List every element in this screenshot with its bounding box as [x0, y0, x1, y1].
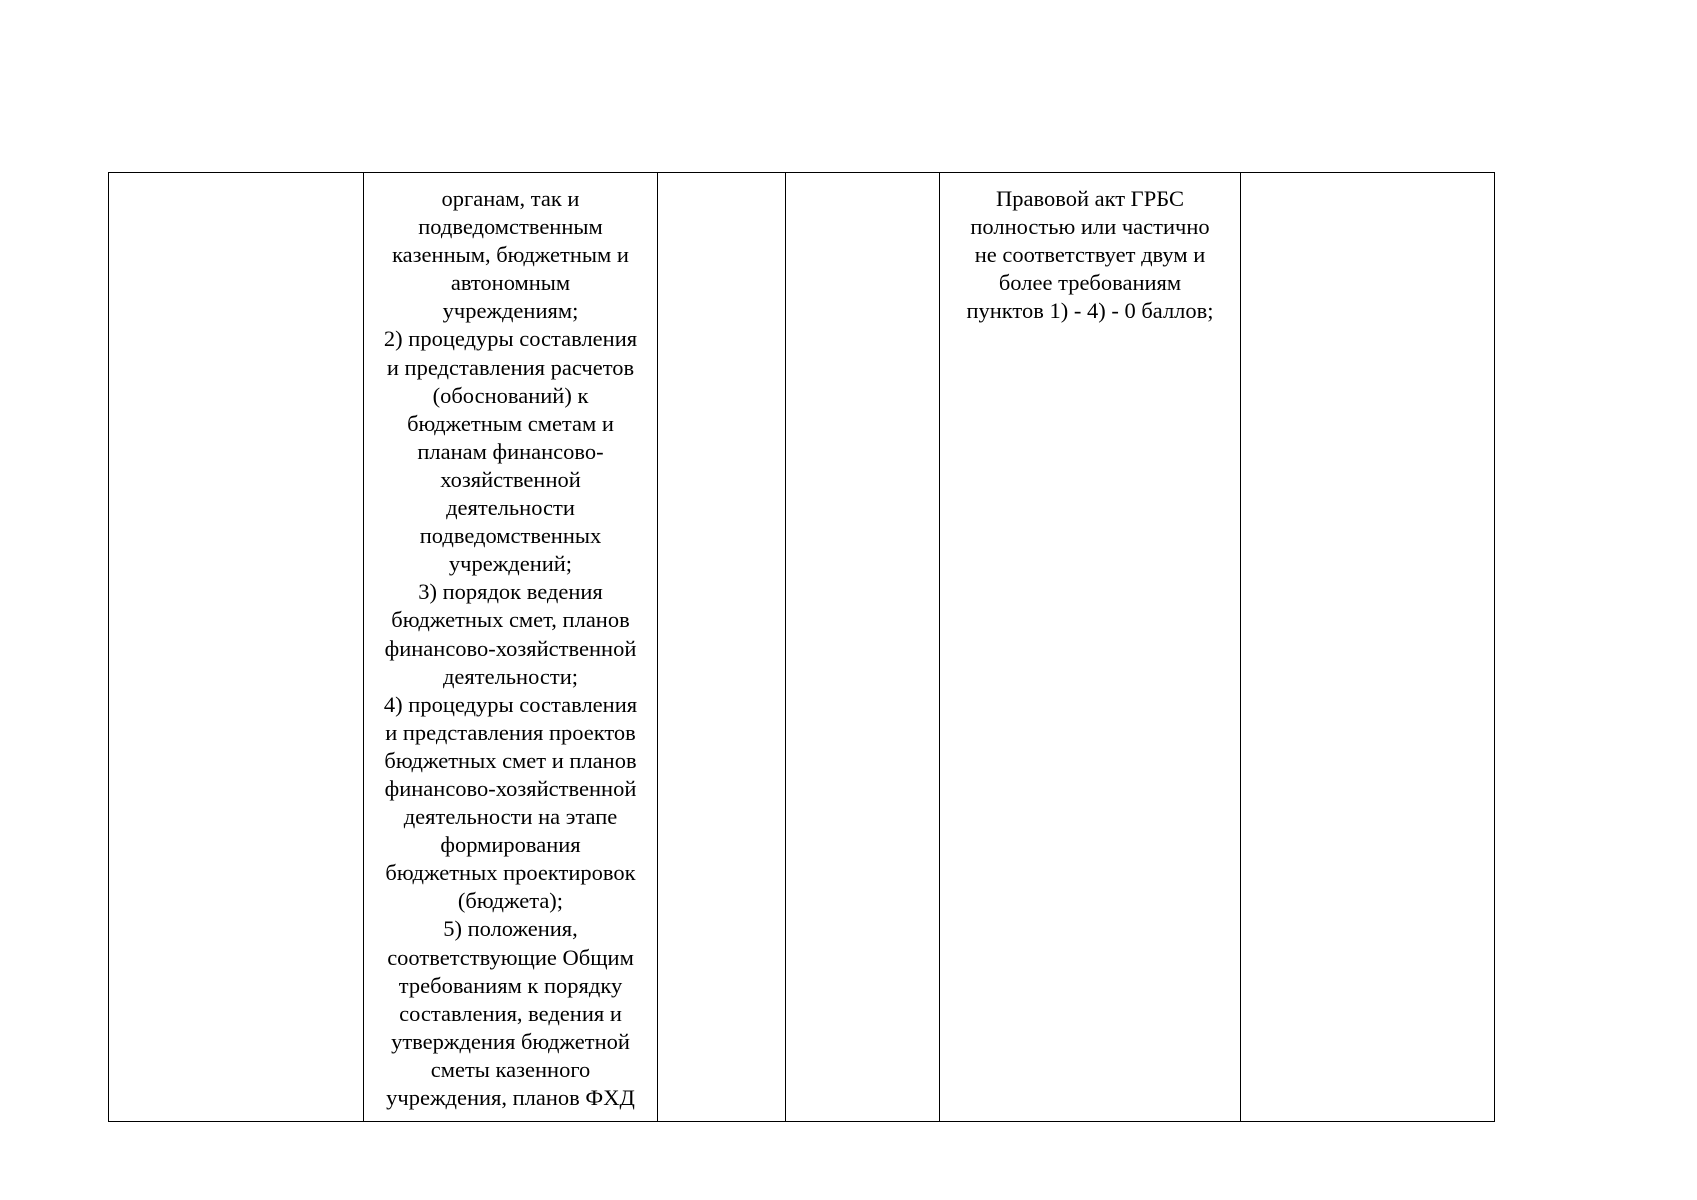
- table-cell-col3: [658, 173, 786, 1122]
- table-cell-requirements: [364, 173, 658, 1122]
- table-cell-scoring: [940, 173, 1241, 1122]
- table-cell-col6: [1241, 173, 1495, 1122]
- cell-text-col4: [786, 173, 939, 185]
- table-row: [109, 173, 1495, 1122]
- table-cell-col1: [109, 173, 364, 1122]
- requirements-text: органам, так и подведомственным казенным, бюджетным и автономным учреждениям; 2) процедуры составления и представления расчетов (обоснований) к бюджетным сметам и планам финансово- хозяйственной деятельности подведомственных учреждений; 3) порядок ведения бюджетных смет, планов финансово-хозяйственной деятельности; 4) процедуры составления и представления проектов бюджетных смет и планов финансово-хозяйственной деятельности на этапе формирования бюджетных проектировок (бюджета); 5) положения, соответствующие Общим требованиям к порядку составления, ведения и утверждения бюджетной сметы казенного учреждения, планов ФХД: [383, 186, 638, 1110]
- table-cell-col4: [786, 173, 940, 1122]
- cell-text-col6: [1241, 173, 1494, 185]
- cell-text-col3: [658, 173, 785, 185]
- cell-text-col1: [109, 173, 363, 185]
- scoring-text: Правовой акт ГРБС полностью или частично не соответствует двум и более требованиям пунктов 1) - 4) - 0 баллов;: [966, 186, 1214, 324]
- criteria-table: [108, 172, 1495, 1122]
